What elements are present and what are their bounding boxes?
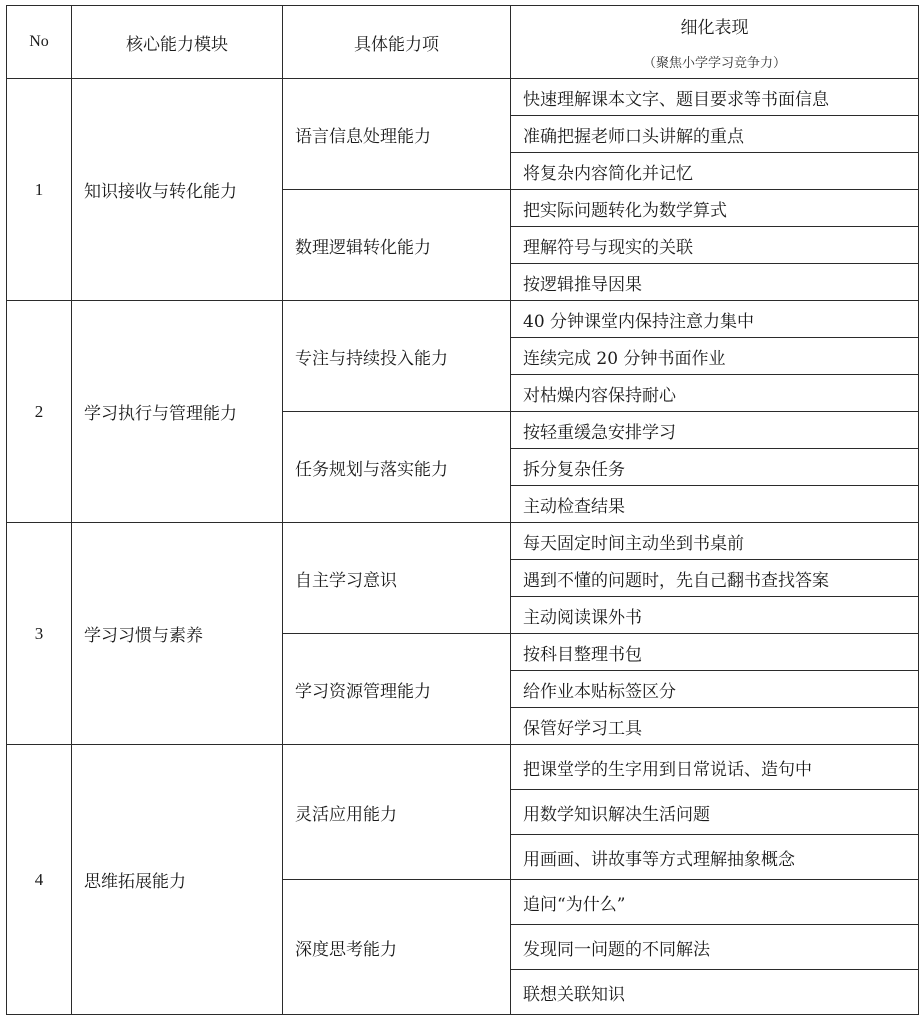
detail-cell: 将复杂内容简化并记忆 (511, 153, 919, 190)
header-no: No (7, 6, 72, 79)
module-name: 学习执行与管理能力 (72, 301, 283, 523)
module-name: 学习习惯与素养 (72, 523, 283, 745)
detail-cell: 给作业本贴标签区分 (511, 671, 919, 708)
ability-item: 深度思考能力 (283, 880, 511, 1015)
detail-cell: 理解符号与现实的关联 (511, 227, 919, 264)
ability-table (6, 5, 919, 1015)
table-row (7, 301, 919, 338)
detail-cell: 把实际问题转化为数学算式 (511, 190, 919, 227)
module-number: 3 (7, 523, 72, 745)
ability-item: 语言信息处理能力 (283, 79, 511, 190)
detail-cell: 40 分钟课堂内保持注意力集中 (511, 301, 919, 338)
detail-cell: 主动检查结果 (511, 486, 919, 523)
detail-cell: 联想关联知识 (511, 970, 919, 1015)
detail-cell: 对枯燥内容保持耐心 (511, 375, 919, 412)
detail-cell: 保管好学习工具 (511, 708, 919, 745)
header-detail-title: 细化表现 (680, 18, 749, 38)
table-row (7, 523, 919, 560)
module-number: 1 (7, 79, 72, 301)
ability-item: 灵活应用能力 (283, 745, 511, 880)
module-number: 4 (7, 745, 72, 1015)
ability-item: 数理逻辑转化能力 (283, 190, 511, 301)
table-row (7, 79, 919, 116)
detail-cell: 发现同一问题的不同解法 (511, 925, 919, 970)
detail-cell: 用数学知识解决生活问题 (511, 790, 919, 835)
detail-cell: 按轻重缓急安排学习 (511, 412, 919, 449)
detail-cell: 每天固定时间主动坐到书桌前 (511, 523, 919, 560)
detail-cell: 追问“为什么” (511, 880, 919, 925)
module-name: 思维拓展能力 (72, 745, 283, 1015)
header-row (7, 6, 919, 79)
module-name: 知识接收与转化能力 (72, 79, 283, 301)
detail-cell: 连续完成 20 分钟书面作业 (511, 338, 919, 375)
detail-cell: 拆分复杂任务 (511, 449, 919, 486)
ability-item: 任务规划与落实能力 (283, 412, 511, 523)
ability-item: 自主学习意识 (283, 523, 511, 634)
detail-cell: 用画画、讲故事等方式理解抽象概念 (511, 835, 919, 880)
detail-cell: 快速理解课本文字、题目要求等书面信息 (511, 79, 919, 116)
detail-cell: 准确把握老师口头讲解的重点 (511, 116, 919, 153)
ability-item: 学习资源管理能力 (283, 634, 511, 745)
header-detail-subtitle: （聚焦小学学习竞争力） (642, 56, 786, 71)
detail-cell: 按科目整理书包 (511, 634, 919, 671)
table-row (7, 745, 919, 790)
header-module: 核心能力模块 (72, 6, 283, 79)
detail-cell: 主动阅读课外书 (511, 597, 919, 634)
module-number: 2 (7, 301, 72, 523)
header-item: 具体能力项 (283, 6, 511, 79)
ability-item: 专注与持续投入能力 (283, 301, 511, 412)
detail-cell: 把课堂学的生字用到日常说话、造句中 (511, 745, 919, 790)
detail-cell: 遇到不懂的问题时，先自己翻书查找答案 (511, 560, 919, 597)
detail-cell: 按逻辑推导因果 (511, 264, 919, 301)
header-detail (511, 6, 919, 79)
